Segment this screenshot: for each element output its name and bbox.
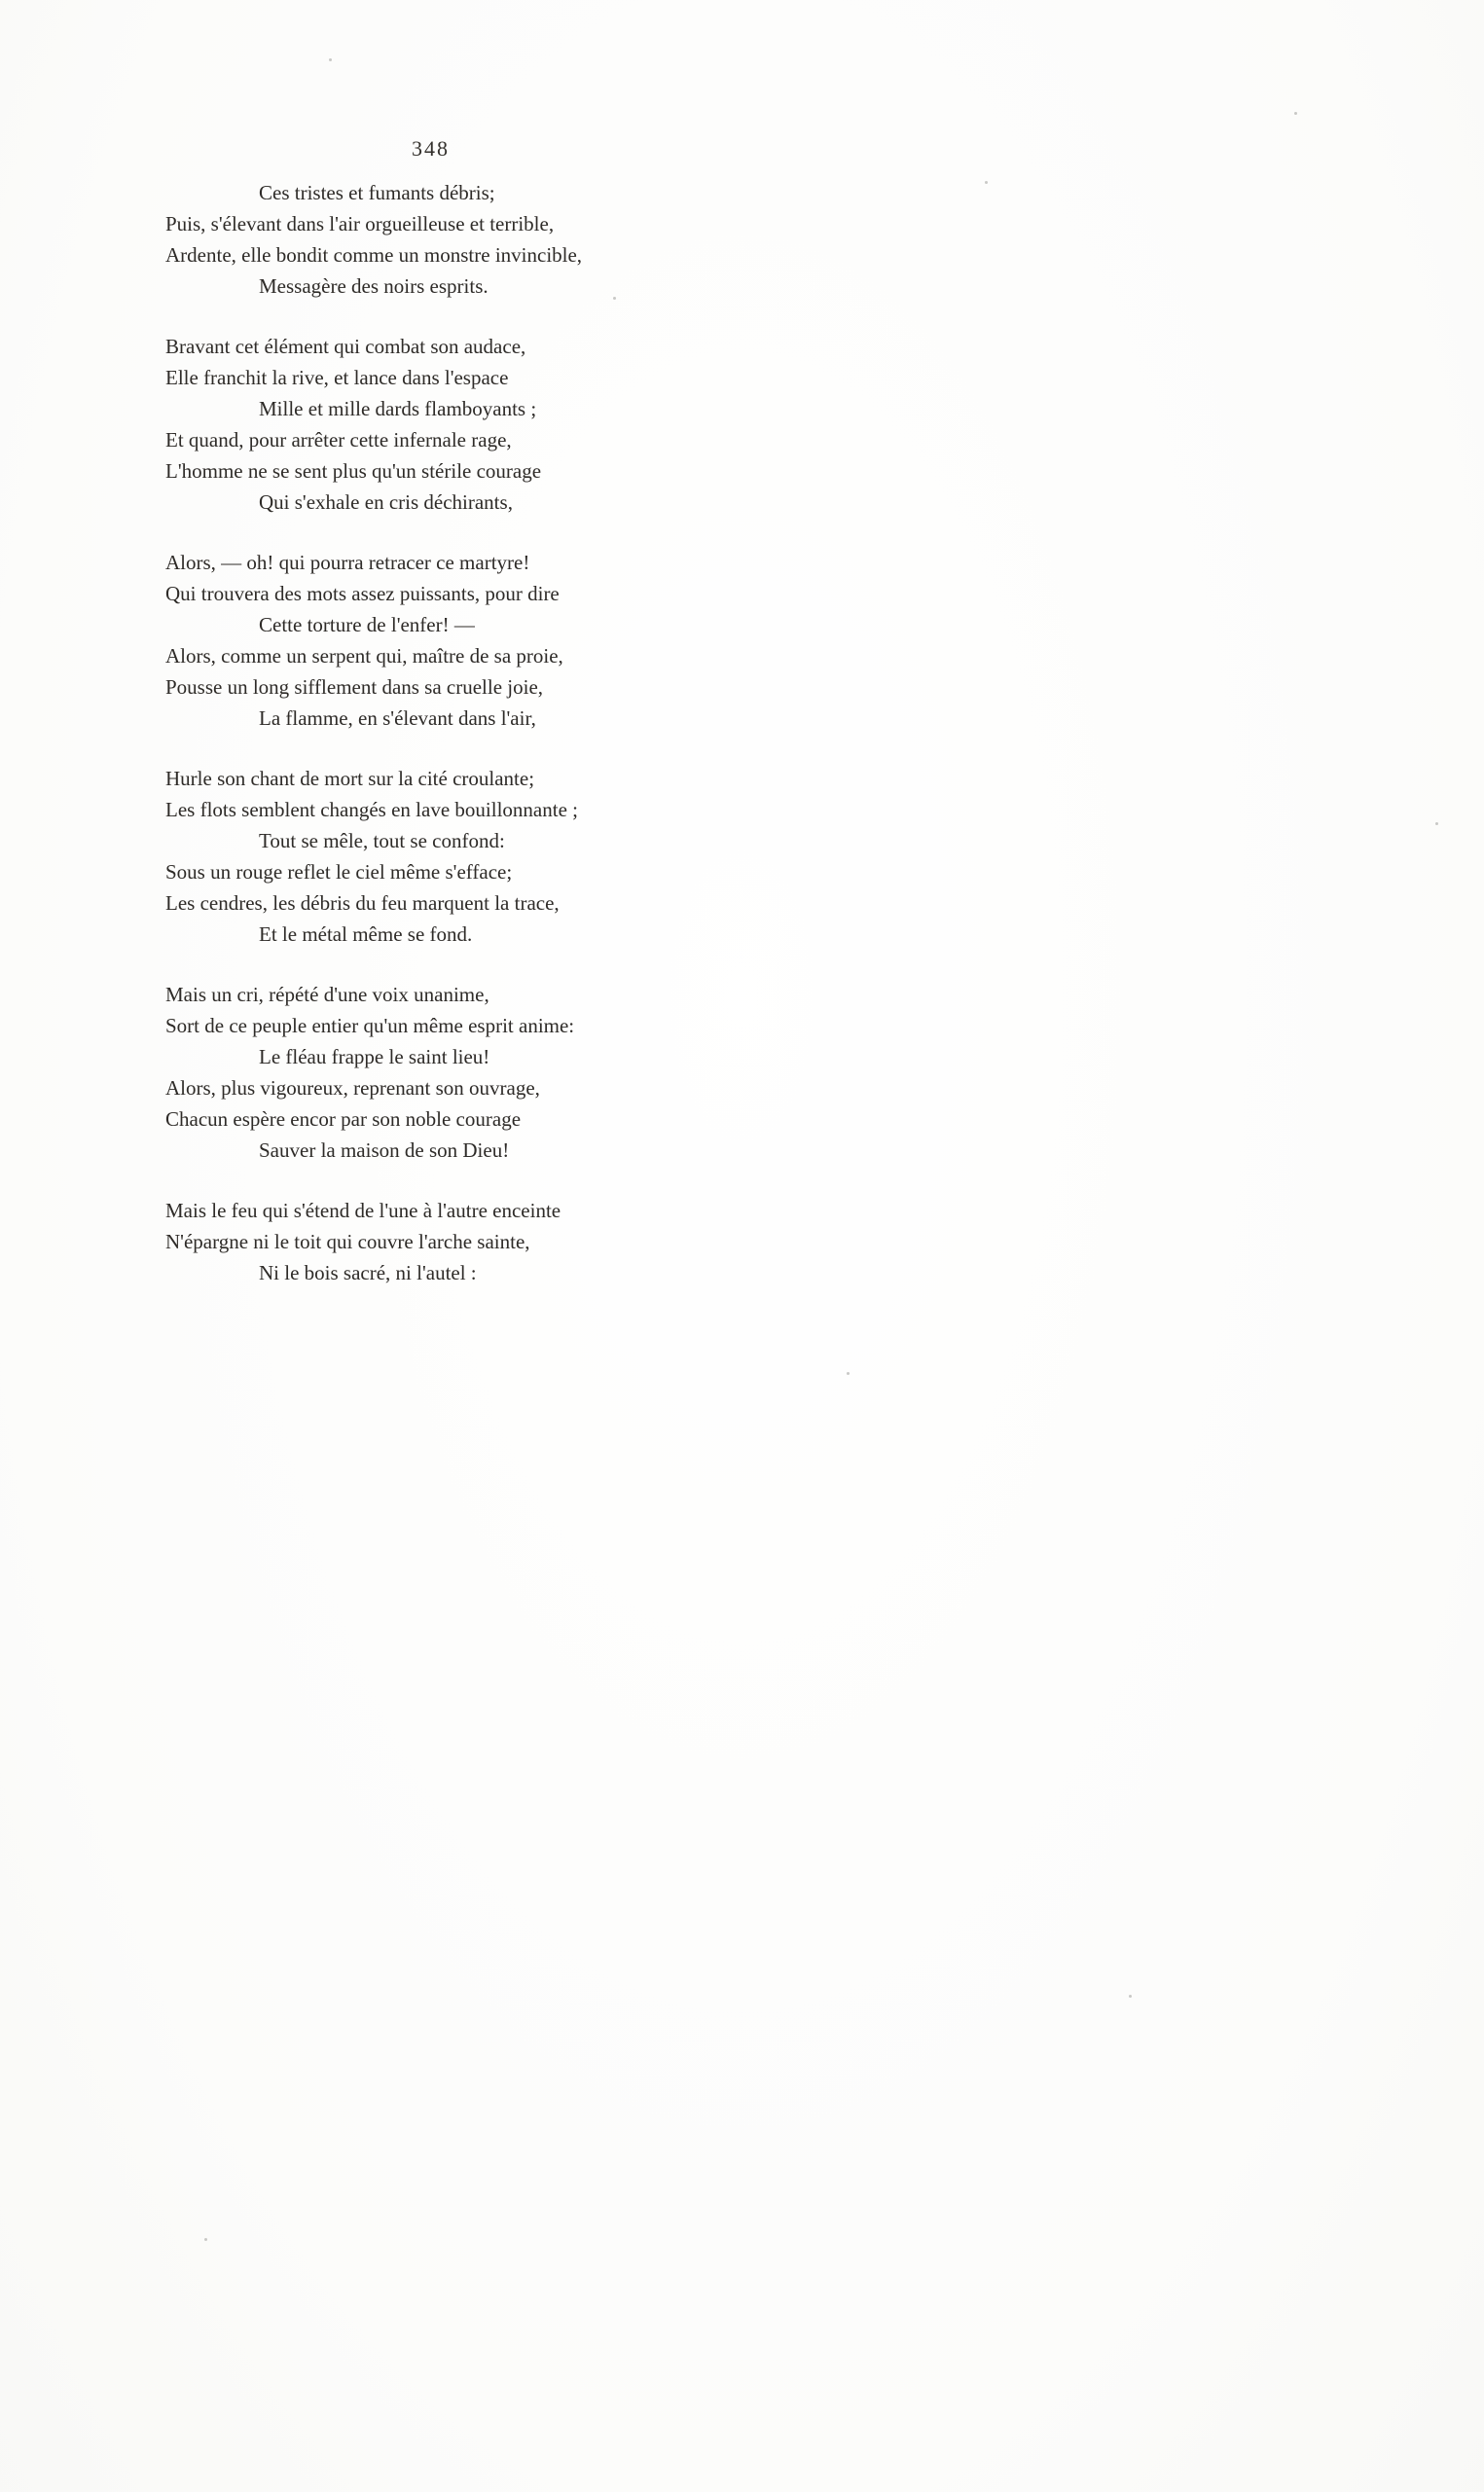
poem-line: Chacun espère encor par son noble courage — [165, 1107, 522, 1131]
poem-line: Ardente, elle bondit comme un monstre invincible, — [165, 243, 583, 267]
poem-line: Qui trouvera des mots assez puissants, pour dire — [165, 582, 560, 605]
poem-line: Ces tristes et fumants débris; — [259, 181, 495, 204]
poem-line: Tout se mêle, tout se confond: — [259, 829, 505, 852]
poem-line: Sort de ce peuple entier qu'un même esprit anime: — [165, 1014, 575, 1037]
poem-line: Les flots semblent changés en lave bouillonnante ; — [165, 798, 578, 821]
poem-line: L'homme ne se sent plus qu'un stérile courage — [165, 459, 542, 483]
poem-line: Messagère des noirs esprits. — [259, 274, 489, 298]
poem-line: Sous un rouge reflet le ciel même s'efface; — [165, 860, 513, 884]
poem-line: N'épargne ni le toit qui couvre l'arche sainte, — [165, 1230, 530, 1253]
scan-speck — [1435, 822, 1438, 825]
page-number: 348 — [412, 136, 450, 161]
stanza — [165, 979, 696, 1166]
stanza — [165, 1195, 696, 1288]
scan-speck — [613, 297, 616, 300]
stanza — [165, 547, 696, 734]
stanza — [165, 763, 696, 950]
scan-speck — [1294, 112, 1297, 115]
poem-line: Pousse un long sifflement dans sa cruelle joie, — [165, 675, 544, 699]
scan-speck — [1129, 1995, 1132, 1998]
poem-line: Mille et mille dards flamboyants ; — [259, 397, 537, 420]
poem-line: Alors, plus vigoureux, reprenant son ouvrage, — [165, 1076, 540, 1100]
poem-line: Mais le feu qui s'étend de l'une à l'autre enceinte — [165, 1199, 561, 1222]
stanza — [165, 331, 696, 518]
poem — [165, 177, 696, 1288]
poem-line: Le fléau frappe le saint lieu! — [259, 1045, 490, 1068]
poem-line: Elle franchit la rive, et lance dans l'espace — [165, 366, 509, 389]
poem-line: Hurle son chant de mort sur la cité croulante; — [165, 767, 535, 790]
stanza — [165, 177, 696, 302]
poem-line: Ni le bois sacré, ni l'autel : — [259, 1261, 477, 1284]
scan-speck — [985, 181, 988, 184]
poem-line: Alors, comme un serpent qui, maître de sa proie, — [165, 644, 563, 668]
poem-line: Cette torture de l'enfer! — — [259, 613, 475, 636]
scan-speck — [204, 2238, 207, 2241]
poem-line: Bravant cet élément qui combat son audace, — [165, 335, 526, 358]
poem-line: Puis, s'élevant dans l'air orgueilleuse et terrible, — [165, 212, 555, 235]
scan-speck — [847, 1372, 850, 1375]
page-content — [165, 136, 696, 1318]
poem-line: Et quand, pour arrêter cette infernale rage, — [165, 428, 512, 451]
poem-line: Alors, — oh! qui pourra retracer ce martyre! — [165, 551, 530, 574]
poem-line: Qui s'exhale en cris déchirants, — [259, 490, 513, 514]
poem-line: Et le métal même se fond. — [259, 922, 473, 946]
scan-speck — [329, 58, 332, 61]
poem-line: La flamme, en s'élevant dans l'air, — [259, 706, 536, 730]
poem-line: Sauver la maison de son Dieu! — [259, 1138, 510, 1162]
poem-line: Mais un cri, répété d'une voix unanime, — [165, 983, 489, 1006]
poem-line: Les cendres, les débris du feu marquent la trace, — [165, 891, 560, 915]
